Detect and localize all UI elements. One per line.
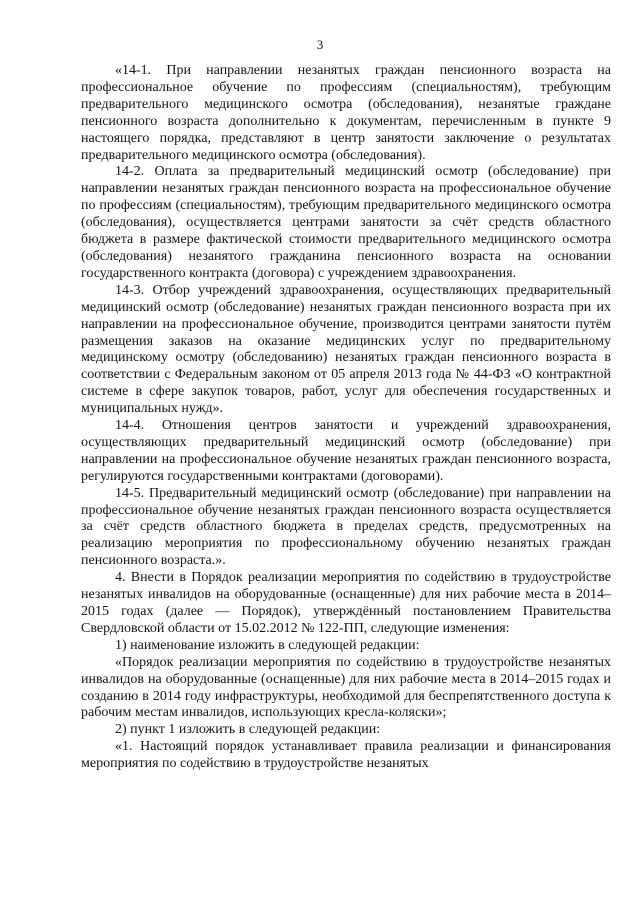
paragraph-subitem-2: 2) пункт 1 изложить в следующей редакции: xyxy=(115,722,381,738)
document-body xyxy=(81,63,611,773)
paragraph-14-4: 14-4. Отношения центров занятости и учреждений здравоохранения, осуществляющих предварительный медицинский осмотр (обследование) при направлении на профессиональное обучение незанятых граждан пенсионного возраста, регулируются государственными контрактами (договорами). xyxy=(81,418,611,484)
paragraph-point-1: «1. Настоящий порядок устанавливает правила реализации и финансирования мероприятия по содействию в трудоустройстве незанятых xyxy=(81,739,611,772)
paragraph-14-5: 14-5. Предварительный медицинский осмотр (обследование) при направлении на профессиональное обучение незанятых граждан пенсионного возраста осуществляется за счёт средств областного бюджета в пределах средств, предусмотренных на реализацию мероприятия по профессиональному обучению незанятых граждан пенсионного возраста.». xyxy=(81,485,611,569)
page-number: 3 xyxy=(316,37,324,52)
paragraph-14-2: 14-2. Оплата за предварительный медицинский осмотр (обследование) при направлении незанятых граждан пенсионного возраста на профессиональное обучение по профессиям (специальностям), требующим предварительного медицинского осмотра (обследования), осуществляется центрами занятости за счёт средств областного бюджета в размере фактической стоимости предварительного медицинского осмотра (обследования) незанятого гражданина пенсионного возраста на основании государственного контракта (договора) с учреждением здравоохранения. xyxy=(81,164,611,281)
paragraph-14-3: 14-3. Отбор учреждений здравоохранения, осуществляющих предварительный медицинский осмотр (обследование) незанятых граждан пенсионного возраста при их направлении на профессиональное обучение, производится центрами занятости путём размещения заказов на оказание медицинских услуг по предварительному медицинскому осмотру (обследованию) незанятых граждан пенсионного возраста в соответствии с Федеральным законом от 05 апреля 2013 года № 44-ФЗ «О контрактной системе в сфере закупок товаров, работ, услуг для обеспечения государственных и муниципальных нужд». xyxy=(81,282,611,417)
paragraph-14-1: «14-1. При направлении незанятых граждан пенсионного возраста на профессиональное обучение по профессиям (специальностям), требующим предварительного медицинского осмотра (обследования), незанятые граждане пенсионного возраста дополнительно к документам, перечисленным в пункте 9 настоящего порядка, представляют в центр занятости заключение о результатах предварительного медицинского осмотра (обследования). xyxy=(81,63,611,163)
paragraph-subitem-1: 1) наименование изложить в следующей редакции: xyxy=(115,637,420,653)
paragraph-item-4: 4. Внести в Порядок реализации мероприятия по содействию в трудоустройстве незанятых инвалидов на оборудованные (оснащенные) для них рабочие места в 2014–2015 годах (далее — Порядок), утверждённый постановлением Правительства Свердловской области от 15.02.2012 № 122-ПП, следующие изменения: xyxy=(81,570,611,636)
paragraph-new-title: «Порядок реализации мероприятия по содействию в трудоустройстве незанятых инвалидов на оборудованные (оснащенные) для них рабочие места в 2014–2015 годах и созданию в 2014 году инфраструктуры, необходимой для беспрепятственного доступа к рабочим местам инвалидов, использующих кресла-коляски»; xyxy=(81,654,611,721)
